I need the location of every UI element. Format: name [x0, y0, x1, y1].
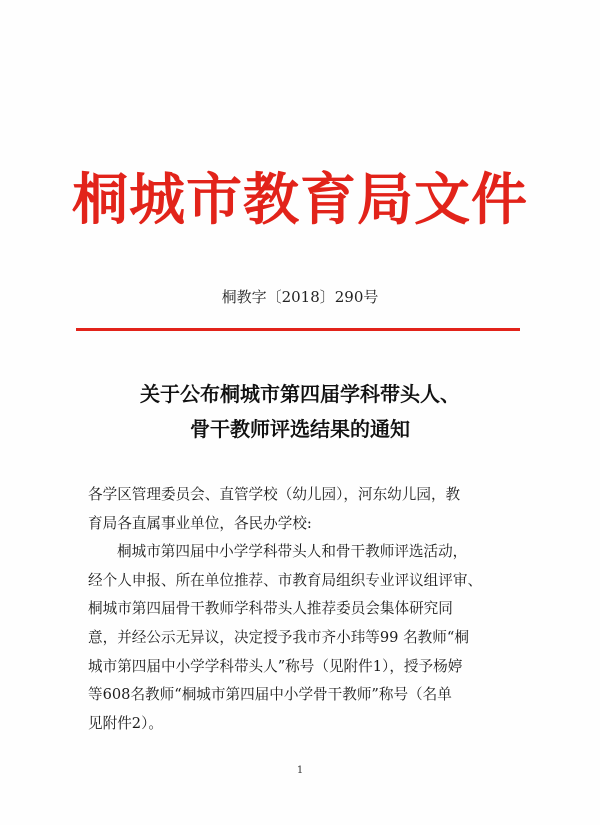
- body-line: 意，并经公示无异议，决定授予我市齐小玮等99 名教师“桐: [88, 628, 469, 646]
- notice-title-line: 关于公布桐城市第四届学科带头人、: [140, 382, 460, 406]
- body-line: 育局各直属事业单位，各民办学校:: [88, 514, 312, 532]
- body-line: 等608名教师“桐城市第四届中小学骨干教师”称号（名单: [88, 686, 452, 704]
- document-header-title: 桐城市教育局文件: [72, 167, 528, 233]
- body-line: 见附件2）。: [88, 714, 163, 732]
- body-line: 桐城市第四届中小学学科带头人和骨干教师评选活动，: [117, 543, 468, 561]
- document-number: 桐教字〔2018〕290号: [221, 288, 379, 306]
- notice-title-line: 骨干教师评选结果的通知: [190, 417, 410, 441]
- body-line: 城市第四届中小学学科带头人”称号（见附件1），授予杨婷: [88, 657, 463, 675]
- notice-title: [0, 377, 600, 447]
- body-line: 桐城市第四届骨干教师学科带头人推荐委员会集体研究同: [88, 600, 453, 618]
- body-line: 各学区管理委员会、直管学校（幼儿园），河东幼儿园，教: [88, 486, 461, 503]
- red-divider-line: [76, 328, 520, 331]
- body-line: 经个人申报、所在单位推荐、市教育局组织专业评议组评审、: [88, 571, 483, 589]
- notice-body: [88, 481, 508, 738]
- page-number: 1: [296, 765, 304, 776]
